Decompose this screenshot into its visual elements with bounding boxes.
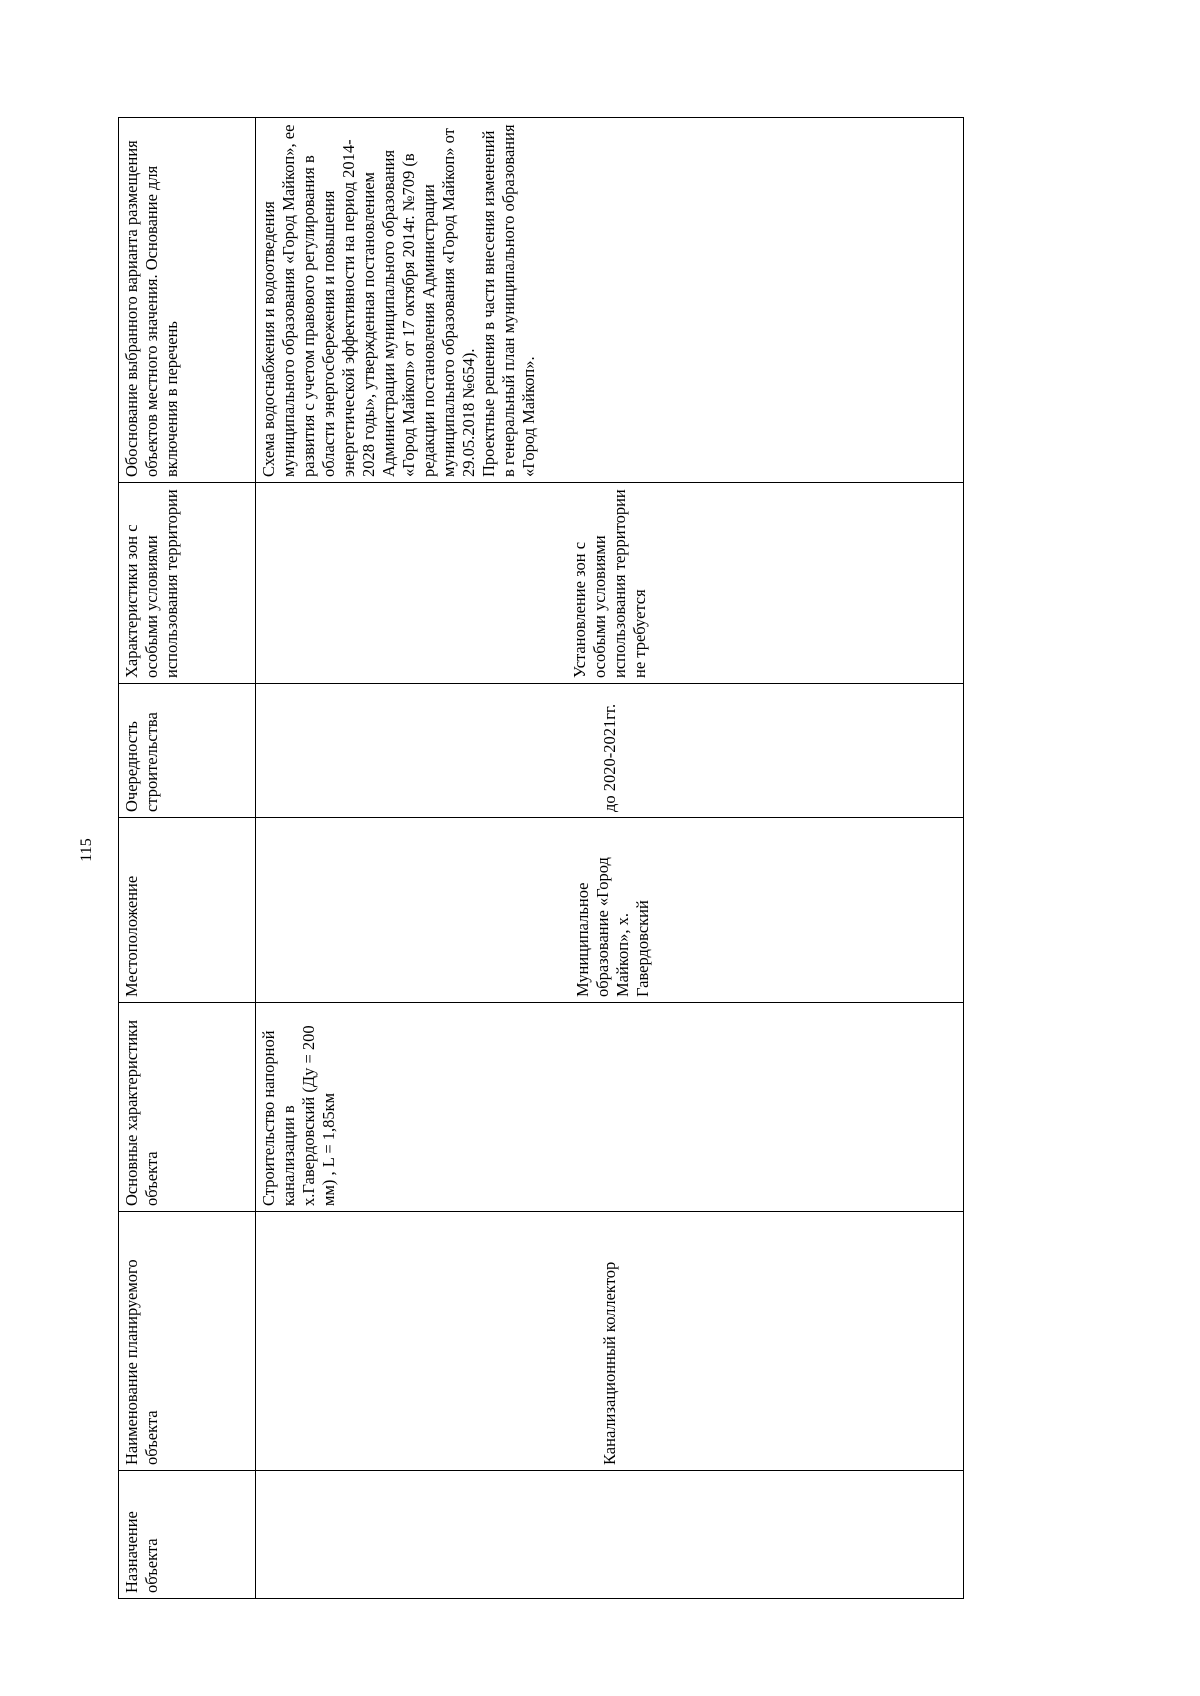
cell-name: Канализационный коллектор xyxy=(256,1212,964,1471)
table-header-row xyxy=(119,118,256,1599)
header-characteristics: Основные характеристики объекта xyxy=(119,1003,256,1212)
cell-construction-stage: до 2020-2021гг. xyxy=(256,684,964,818)
header-construction-stage: Очередность строительства xyxy=(119,684,256,818)
justification-paragraph-2: Проектные решения в части внесения изменений в генеральный план муниципального образования «Город Майкоп». xyxy=(479,124,538,477)
header-location: Местоположение xyxy=(119,818,256,1003)
header-name: Наименование планируемого объекта xyxy=(119,1212,256,1471)
justification-paragraph-1: Схема водоснабжения и водоотведения муниципального образования «Город Майкоп», ее развития с учетом правового регулирования в области энергосбережения и повышения энергетической эффективности на период 2014-2028 годы», утвержденная постановлением Администрации муниципального образования «Город Майкоп» от 17 октября 2014г. №709 (в редакции постановления Администрации муниципального образования «Город Майкоп» от 29.05.2018 №654). xyxy=(259,124,478,477)
cell-purpose xyxy=(256,1471,964,1599)
table-row xyxy=(256,118,964,1599)
header-justification: Обоснование выбранного варианта размещения объектов местного значения. Основание для включения в перечень xyxy=(119,118,256,483)
page-number: 115 xyxy=(78,838,95,862)
header-purpose: Назначение объекта xyxy=(119,1471,256,1599)
header-zones: Характеристики зон с особыми условиями использования территории xyxy=(119,483,256,684)
objects-table xyxy=(118,117,964,1599)
cell-zones: Установление зон с особыми условиями использования территории не требуется xyxy=(256,483,964,684)
table-frame xyxy=(118,118,964,1599)
cell-justification xyxy=(256,118,964,483)
cell-characteristics: Строительство напорной канализации в х.Гавердовский (Ду = 200 мм) , L = 1,85км xyxy=(256,1003,964,1212)
cell-location: Муниципальное образование «Город Майкоп», х. Гавердовский xyxy=(256,818,964,1003)
